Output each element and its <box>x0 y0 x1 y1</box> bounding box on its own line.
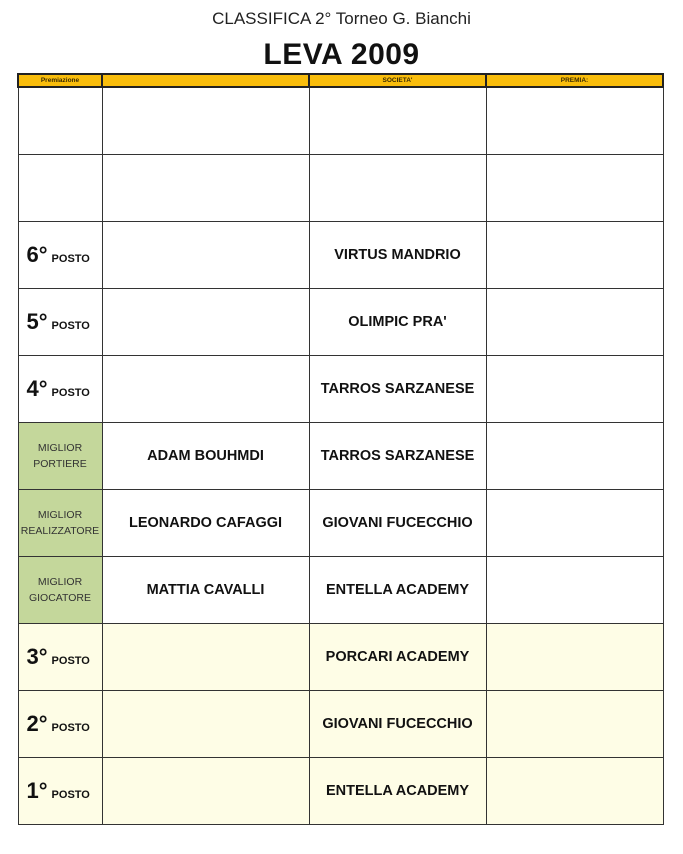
award-line2: PORTIERE <box>33 458 87 470</box>
table-row-best-player <box>18 557 663 624</box>
placement-cell <box>18 222 102 289</box>
table-row-empty <box>18 155 663 222</box>
placement-cell <box>18 356 102 423</box>
premiazione-cell <box>18 155 102 222</box>
award-line2: GIOCATORE <box>28 592 92 604</box>
player-cell: LEONARDO CAFAGGI <box>102 490 309 557</box>
player-cell <box>102 691 309 758</box>
placement-suffix: POSTO <box>51 722 90 734</box>
column-header-premiazione: Premiazione <box>18 74 102 87</box>
team-cell <box>309 87 486 155</box>
player-cell <box>102 758 309 825</box>
premia-cell <box>486 87 663 155</box>
award-line1: MIGLIOR <box>37 442 83 454</box>
player-cell <box>102 155 309 222</box>
placement-number: 6° <box>26 242 48 267</box>
team-cell: TARROS SARZANESE <box>309 356 486 423</box>
team-cell: TARROS SARZANESE <box>309 423 486 490</box>
table-row-5th-place <box>18 289 663 356</box>
premia-cell <box>486 222 663 289</box>
placement-number: 3° <box>26 644 48 669</box>
premia-cell <box>486 423 663 490</box>
team-cell: VIRTUS MANDRIO <box>309 222 486 289</box>
placement-cell <box>18 289 102 356</box>
premia-cell <box>486 758 663 825</box>
premia-cell <box>486 155 663 222</box>
player-cell <box>102 222 309 289</box>
table-header-row <box>18 74 663 87</box>
award-line1: MIGLIOR <box>37 576 83 588</box>
team-cell: PORCARI ACADEMY <box>309 624 486 691</box>
document-title: LEVA 2009 <box>263 38 420 71</box>
premia-cell <box>486 356 663 423</box>
column-header-premia: PREMIA: <box>486 74 663 87</box>
award-line1: MIGLIOR <box>37 509 83 521</box>
placement-cell <box>18 758 102 825</box>
player-cell: MATTIA CAVALLI <box>102 557 309 624</box>
award-cell <box>18 423 102 490</box>
team-cell: GIOVANI FUCECCHIO <box>309 490 486 557</box>
premia-cell <box>486 624 663 691</box>
placement-suffix: POSTO <box>51 253 90 265</box>
player-cell: ADAM BOUHMDI <box>102 423 309 490</box>
table-row-4th-place <box>18 356 663 423</box>
placement-suffix: POSTO <box>51 789 90 801</box>
player-cell <box>102 624 309 691</box>
team-cell: ENTELLA ACADEMY <box>309 758 486 825</box>
standings-table <box>17 73 664 825</box>
player-cell <box>102 356 309 423</box>
placement-suffix: POSTO <box>51 655 90 667</box>
premia-cell <box>486 691 663 758</box>
player-cell <box>102 87 309 155</box>
placement-number: 4° <box>26 376 48 401</box>
table-row-3rd-place <box>18 624 663 691</box>
table-row-best-scorer <box>18 490 663 557</box>
placement-cell <box>18 691 102 758</box>
award-cell <box>18 490 102 557</box>
placement-number: 5° <box>26 309 48 334</box>
premia-cell <box>486 289 663 356</box>
placement-cell <box>18 624 102 691</box>
column-header-societa: SOCIETA' <box>309 74 486 87</box>
table-row-6th-place <box>18 222 663 289</box>
table-row-2nd-place <box>18 691 663 758</box>
team-cell: ENTELLA ACADEMY <box>309 557 486 624</box>
placement-suffix: POSTO <box>51 320 90 332</box>
placement-number: 1° <box>26 778 48 803</box>
document-subtitle: CLASSIFICA 2° Torneo G. Bianchi <box>212 9 471 28</box>
table-row-best-goalkeeper <box>18 423 663 490</box>
premia-cell <box>486 490 663 557</box>
premiazione-cell <box>18 87 102 155</box>
table-row-empty <box>18 87 663 155</box>
player-cell <box>102 289 309 356</box>
team-cell: GIOVANI FUCECCHIO <box>309 691 486 758</box>
award-line2: REALIZZATORE <box>20 525 100 537</box>
award-cell <box>18 557 102 624</box>
table-row-1st-place <box>18 758 663 825</box>
premia-cell <box>486 557 663 624</box>
team-cell: OLIMPIC PRA' <box>309 289 486 356</box>
team-cell <box>309 155 486 222</box>
placement-suffix: POSTO <box>51 387 90 399</box>
column-header-player <box>102 74 309 87</box>
placement-number: 2° <box>26 711 48 736</box>
